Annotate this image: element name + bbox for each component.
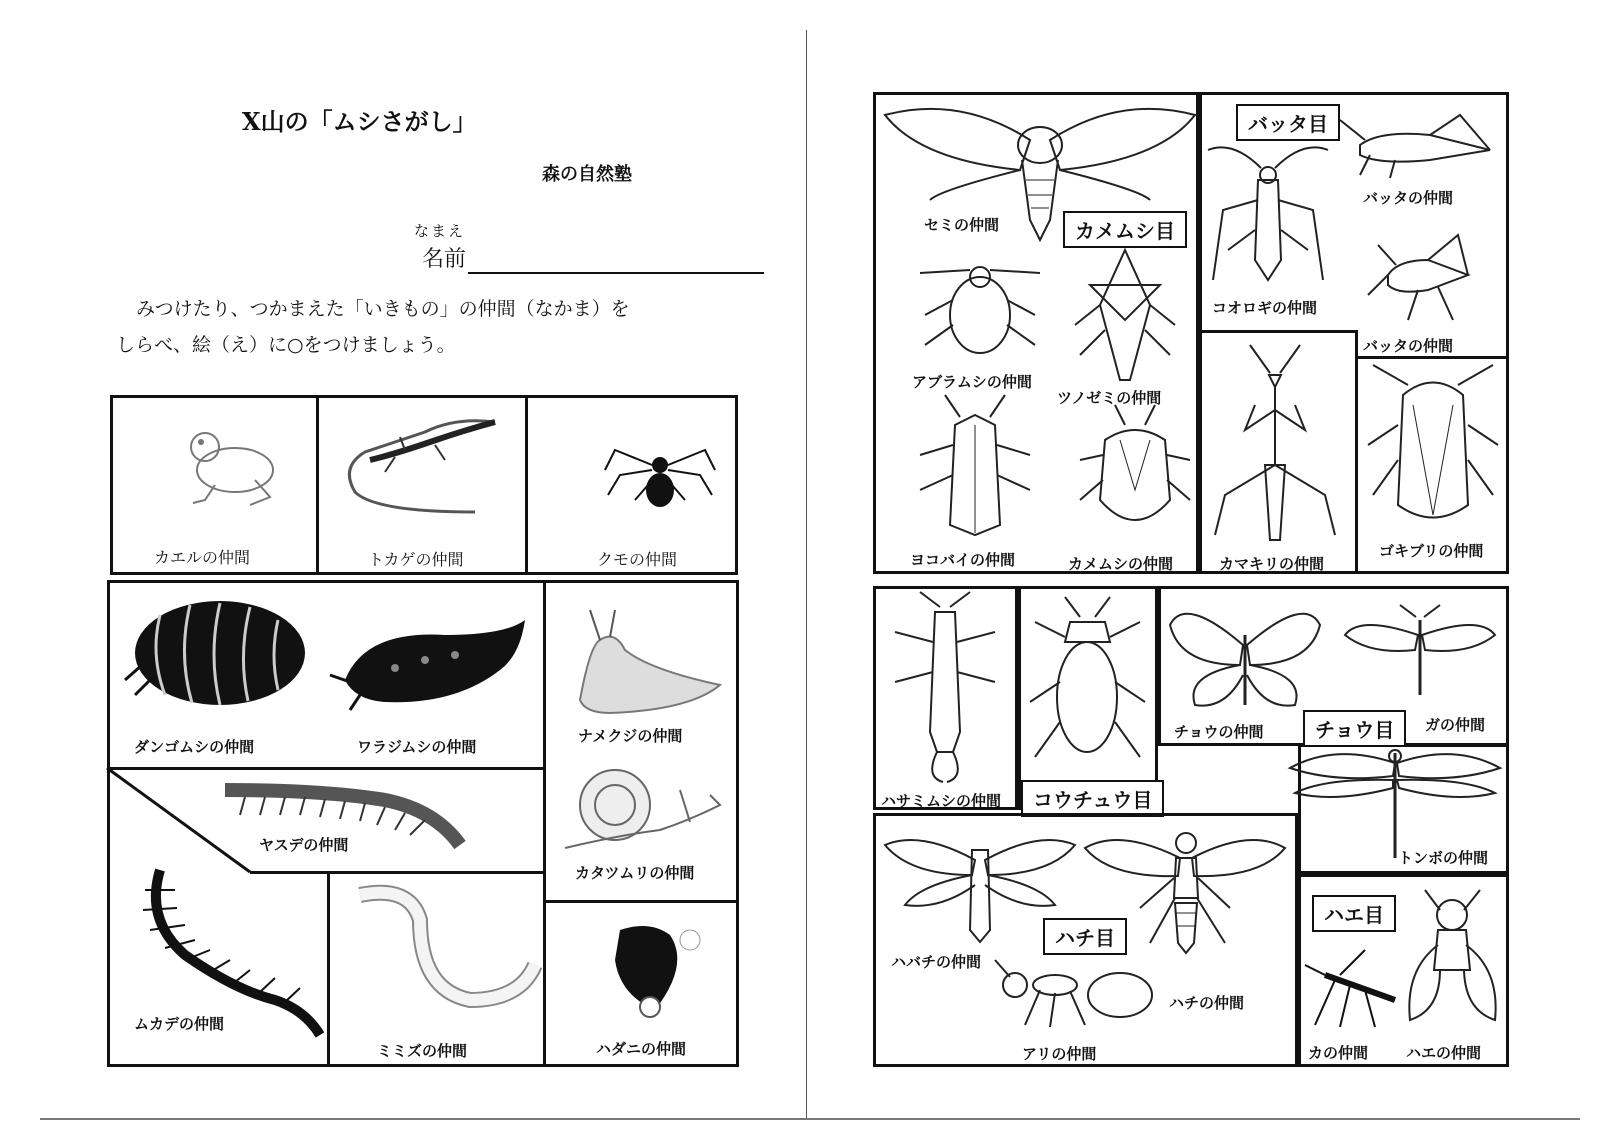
lizard-label: トカゲの仲間 [368,550,464,569]
pillbug-label: ダンゴムシの仲間 [134,738,255,756]
tag-hemiptera: カメムシ目 [1063,211,1187,248]
pillbug-icon [120,595,310,710]
cricket-label: コオロギの仲間 [1212,299,1318,317]
grasshopper-label-1: バッタの仲間 [1363,189,1454,207]
sowbug-label: ワラジムシの仲間 [357,738,477,756]
earthworm-label: ミミズの仲間 [377,1042,468,1060]
fly-label: ハエの仲間 [1406,1044,1482,1062]
divider-v2 [327,871,330,1067]
ant-icon [990,955,1160,1030]
ortho-divider-h2 [1355,356,1509,359]
sowbug-icon [325,610,535,710]
leafhopper-icon [915,395,1035,540]
name-label: 名前 [422,247,467,272]
instruction-line-2: しらべ、絵（え）に○をつけましょう。 [116,334,456,356]
divider-h2 [545,900,739,903]
leafhopper-label: ヨコバイの仲間 [910,551,1016,569]
grasshopper-icon-2 [1358,225,1488,325]
page-divider [806,30,807,1120]
cicada-label: セミの仲間 [924,216,1000,234]
butterfly-icon [1165,605,1325,715]
slug-label: ナメクジの仲間 [578,727,683,745]
earwig-label: ハサミムシの仲間 [881,792,1002,810]
stinkbug-label: カメムシの仲間 [1068,555,1174,573]
ortho-divider-v [1355,330,1358,574]
wasp-icon [1080,818,1290,958]
instruction-line-1: みつけたり、つかまえた「いきもの」の仲間（なかま）を [136,298,630,320]
tag-diptera: ハエ目 [1312,895,1396,932]
mantis-icon [1205,345,1345,550]
treehopper-icon [1070,245,1180,385]
aphid-icon [915,255,1045,360]
sawfly-label: ハバチの仲間 [891,953,982,971]
tag-lepidoptera: チョウ目 [1303,710,1406,747]
name-field[interactable] [468,272,764,274]
frog-icon [175,425,285,510]
cockroach-label: ゴキブリの仲間 [1379,542,1484,560]
tag-coleoptera: コウチュウ目 [1021,780,1164,817]
tag-orthoptera: バッタ目 [1236,104,1340,141]
snail-label: カタツムリの仲間 [575,864,695,882]
bottom-edge [40,1118,1580,1120]
tag-hymenoptera: ハチ目 [1043,918,1127,955]
grasshopper-label-2: バッタの仲間 [1363,337,1454,355]
beetle-icon [1025,592,1150,762]
mite-label: ハダニの仲間 [596,1040,687,1058]
moth-icon [1340,605,1500,700]
organization: 森の自然塾 [542,164,632,185]
mantis-label: カマキリの仲間 [1219,555,1325,573]
frog-label: カエルの仲間 [154,548,251,567]
earwig-icon [885,592,1005,787]
butterfly-label: チョウの仲間 [1174,723,1264,741]
treehopper-label: ツノゼミの仲間 [1057,389,1162,407]
wasp-label: ハチの仲間 [1169,994,1245,1012]
dragonfly-icon [1285,748,1505,863]
lizard-icon [335,412,505,517]
dragonfly-label: トンボの仲間 [1398,849,1489,867]
aphid-label: アブラムシの仲間 [912,373,1032,391]
cricket-icon [1203,140,1333,300]
ant-label: アリの仲間 [1022,1045,1097,1063]
mosquito-label: カの仲間 [1308,1044,1369,1062]
mite-icon [600,915,720,1020]
snail-icon [560,760,730,855]
sawfly-icon [880,830,1080,945]
ortho-divider-h [1199,330,1357,333]
cockroach-icon [1368,365,1498,530]
grasshopper-icon-1 [1340,110,1505,180]
slug-icon [570,605,730,720]
name-ruby: なまえ [414,222,466,240]
spider-label: クモの仲間 [597,550,678,569]
centipede-label: ムカデの仲間 [134,1015,225,1033]
mosquito-icon [1305,945,1400,1030]
fly-icon [1400,890,1505,1030]
stinkbug-icon [1075,400,1195,545]
moth-label: ガの仲間 [1425,716,1486,734]
spider-icon [600,435,720,515]
page-title: X山の「ムシさがし」 [242,107,477,136]
millipede-label: ヤスデの仲間 [259,836,349,854]
earthworm-icon [350,880,550,1030]
